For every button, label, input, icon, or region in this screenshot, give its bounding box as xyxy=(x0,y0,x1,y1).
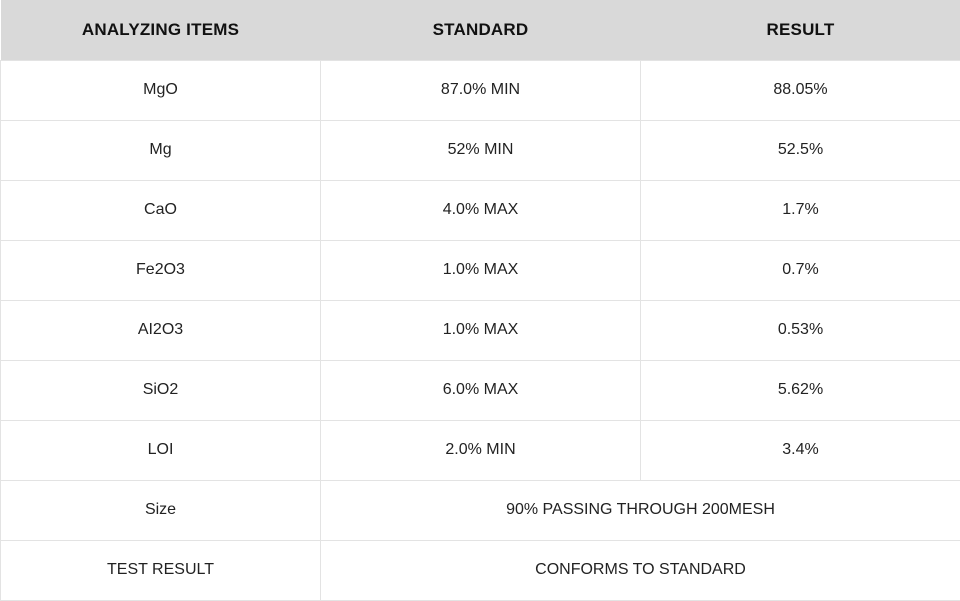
size-value-cell: 90% PASSING THROUGH 200MESH xyxy=(321,480,960,540)
standard-cell: 4.0% MAX xyxy=(321,180,641,240)
result-cell: 52.5% xyxy=(641,120,960,180)
table-body xyxy=(1,60,960,600)
table-row xyxy=(1,180,960,240)
standard-cell: 1.0% MAX xyxy=(321,300,641,360)
table-row xyxy=(1,300,960,360)
result-cell: 1.7% xyxy=(641,180,960,240)
size-row xyxy=(1,480,960,540)
standard-cell: 87.0% MIN xyxy=(321,60,641,120)
header-analyzing-items: ANALYZING ITEMS xyxy=(1,0,321,60)
table-row xyxy=(1,360,960,420)
standard-cell: 52% MIN xyxy=(321,120,641,180)
result-cell: 5.62% xyxy=(641,360,960,420)
table-row xyxy=(1,60,960,120)
result-cell: 0.53% xyxy=(641,300,960,360)
item-cell: SiO2 xyxy=(1,360,321,420)
header-standard: STANDARD xyxy=(321,0,641,60)
standard-cell: 1.0% MAX xyxy=(321,240,641,300)
item-cell: MgO xyxy=(1,60,321,120)
header-row xyxy=(1,0,960,60)
item-cell: Mg xyxy=(1,120,321,180)
item-cell: CaO xyxy=(1,180,321,240)
table-header xyxy=(1,0,960,60)
test-result-label-cell: TEST RESULT xyxy=(1,540,321,600)
result-cell: 0.7% xyxy=(641,240,960,300)
table-row xyxy=(1,240,960,300)
table-row xyxy=(1,420,960,480)
item-cell: Fe2O3 xyxy=(1,240,321,300)
standard-cell: 6.0% MAX xyxy=(321,360,641,420)
table-row xyxy=(1,120,960,180)
test-result-value-cell: CONFORMS TO STANDARD xyxy=(321,540,960,600)
result-cell: 88.05% xyxy=(641,60,960,120)
item-cell: AI2O3 xyxy=(1,300,321,360)
item-cell: LOI xyxy=(1,420,321,480)
test-result-row xyxy=(1,540,960,600)
result-cell: 3.4% xyxy=(641,420,960,480)
standard-cell: 2.0% MIN xyxy=(321,420,641,480)
header-result: RESULT xyxy=(641,0,960,60)
size-label-cell: Size xyxy=(1,480,321,540)
